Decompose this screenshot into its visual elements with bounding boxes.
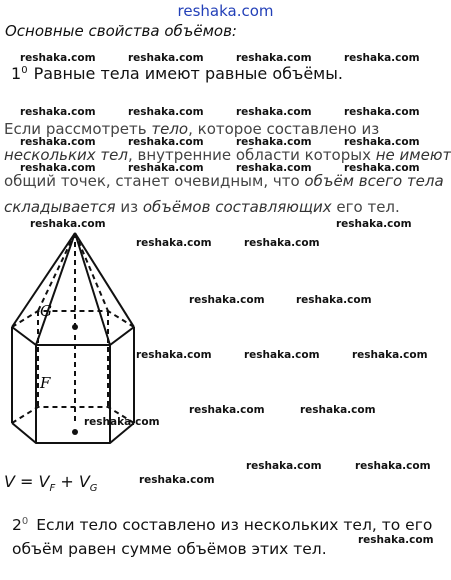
paragraph-line-1: Если рассмотреть тело, которое составлено из <box>4 120 380 138</box>
watermark: reshaka.com <box>128 52 204 64</box>
watermark: reshaka.com <box>236 162 312 174</box>
watermark: reshaka.com <box>344 52 420 64</box>
property-2-number: 2 <box>12 516 22 534</box>
volume-formula: $V = V_F + V_G$ <box>4 472 98 495</box>
property-2-line-1: $2^0$ Если тело составлено из нескольких тел, то его <box>12 516 433 534</box>
watermark: reshaka.com <box>344 106 420 118</box>
watermark: reshaka.com <box>139 474 215 486</box>
watermark: reshaka.com <box>30 218 106 230</box>
paragraph-line-3: общий точек, станет очевидным, что объём всего тела <box>4 172 444 190</box>
property-1-text: Равные тела имеют равные объёмы. <box>33 64 343 83</box>
watermark: reshaka.com <box>244 349 320 361</box>
watermark: reshaka.com <box>355 460 431 472</box>
label-f: F <box>40 374 51 392</box>
watermark: reshaka.com <box>20 162 96 174</box>
section-heading: Основные свойства объёмов: <box>5 22 237 40</box>
paragraph-line-4: складывается из объёмов составляющих его тел. <box>4 198 400 216</box>
watermark: reshaka.com <box>128 106 204 118</box>
watermark: reshaka.com <box>189 404 265 416</box>
watermark: reshaka.com <box>20 106 96 118</box>
site-title[interactable]: reshaka.com <box>177 2 274 20</box>
property-1-number: 1 <box>11 64 22 83</box>
watermark: reshaka.com <box>189 294 265 306</box>
paragraph-line-2: нескольких тел, внутренние области которых не имеют <box>4 146 451 164</box>
watermark: reshaka.com <box>128 136 204 148</box>
watermark: reshaka.com <box>84 416 160 428</box>
watermark: reshaka.com <box>246 460 322 472</box>
watermark: reshaka.com <box>136 349 212 361</box>
watermark: reshaka.com <box>136 237 212 249</box>
watermark: reshaka.com <box>20 136 96 148</box>
watermark: reshaka.com <box>344 162 420 174</box>
watermark: reshaka.com <box>336 218 412 230</box>
watermark: reshaka.com <box>296 294 372 306</box>
watermark: reshaka.com <box>20 52 96 64</box>
watermark: reshaka.com <box>300 404 376 416</box>
property-1 <box>11 64 343 83</box>
property-1-degree: 0 <box>21 65 28 76</box>
watermark: reshaka.com <box>236 106 312 118</box>
watermark: reshaka.com <box>358 534 434 546</box>
watermark: reshaka.com <box>236 136 312 148</box>
label-g: G <box>40 302 52 320</box>
watermark: reshaka.com <box>236 52 312 64</box>
watermark: reshaka.com <box>128 162 204 174</box>
property-2-line-2: объём равен сумме объёмов этих тел. <box>12 540 327 558</box>
watermark: reshaka.com <box>244 237 320 249</box>
watermark: reshaka.com <box>352 349 428 361</box>
watermark: reshaka.com <box>344 136 420 148</box>
property-2-degree: 0 <box>21 516 29 527</box>
